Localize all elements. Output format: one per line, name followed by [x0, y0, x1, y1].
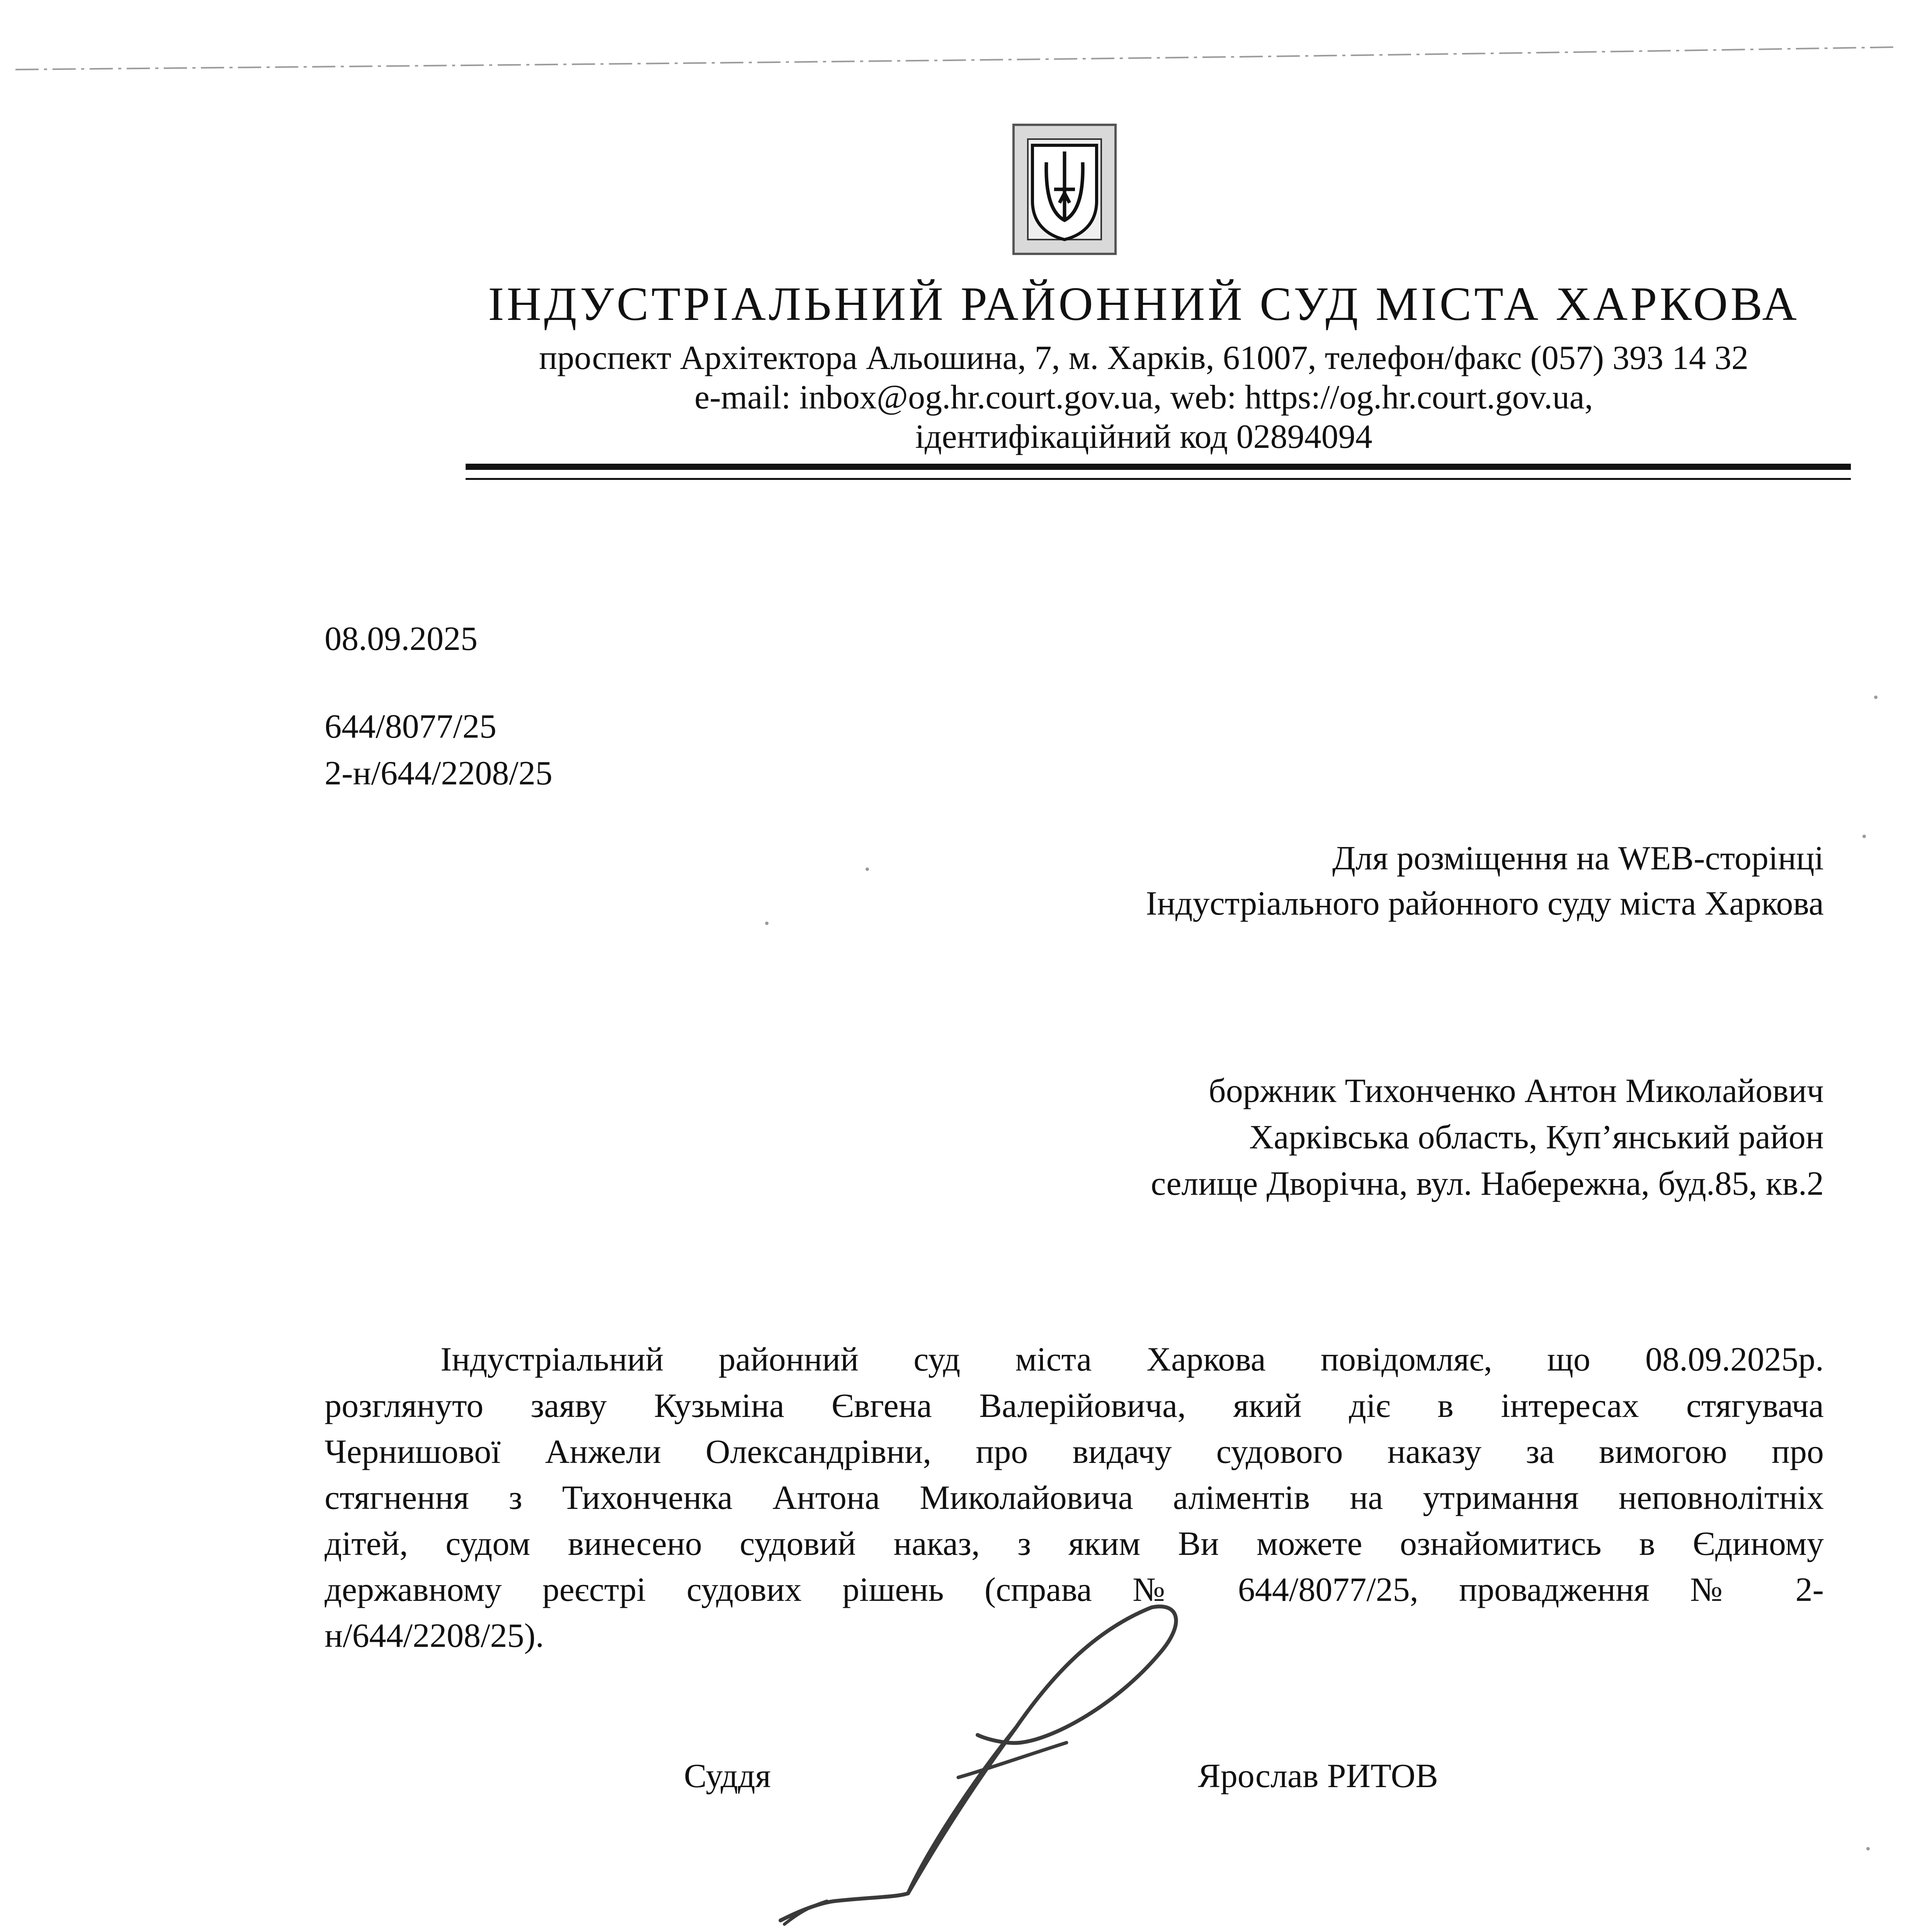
- coat-of-arms-icon: [1012, 124, 1117, 255]
- body-line: Чернишової Анжели Олександрівни, про видачу судового наказу за вимогою про: [325, 1433, 1824, 1471]
- addressee-region: Харківська область, Куп’янський район: [1249, 1119, 1824, 1156]
- header-rule-thick: [466, 464, 1851, 470]
- court-id-code: ідентифікаційний код 02894094: [915, 418, 1372, 456]
- case-number: 644/8077/25: [325, 708, 497, 745]
- proceeding-number: 2-н/644/2208/25: [325, 755, 553, 792]
- document-date: 08.09.2025: [325, 620, 478, 658]
- body-line: Індустріальний районний суд міста Харкова повідомляє, що 08.09.2025р.: [440, 1341, 1824, 1378]
- body-line: державному реєстрі судових рішень (справа № 644/8077/25, провадження № 2-: [325, 1571, 1824, 1609]
- body-line: дітей, судом винесено судовий наказ, з яким Ви можете ознайомитись в Єдиному: [325, 1525, 1824, 1563]
- signature-role: Суддя: [684, 1757, 771, 1795]
- body-line: стягнення з Тихонченка Антона Миколайовича аліментів на утримання неповнолітніх: [325, 1479, 1824, 1517]
- handwritten-signature: [769, 1604, 1202, 1932]
- body-line: розглянуто заяву Кузьміна Євгена Валерійовича, який діє в інтересах стягувача: [325, 1387, 1824, 1425]
- placement-line-1: Для розміщення на WEB-сторінці: [1332, 840, 1824, 877]
- court-address: проспект Архітектора Альошина, 7, м. Харків, 61007, телефон/факс (057) 393 14 32: [539, 339, 1749, 377]
- court-contacts: e-mail: inbox@og.hr.court.gov.ua, web: https://og.hr.court.gov.ua,: [694, 379, 1593, 416]
- scan-artifact-line: [0, 23, 1932, 100]
- header-rule-thin: [466, 478, 1851, 480]
- addressee-name: боржник Тихонченко Антон Миколайович: [1208, 1072, 1824, 1110]
- body-line: н/644/2208/25).: [325, 1617, 544, 1655]
- signature-name: Ярослав РИТОВ: [1198, 1757, 1438, 1795]
- addressee-street: селище Дворічна, вул. Набережна, буд.85, кв.2: [1151, 1165, 1824, 1202]
- court-title: ІНДУСТРІАЛЬНИЙ РАЙОННИЙ СУД МІСТА ХАРКОВА: [488, 277, 1799, 330]
- placement-line-2: Індустріального районного суду міста Харкова: [1146, 885, 1824, 922]
